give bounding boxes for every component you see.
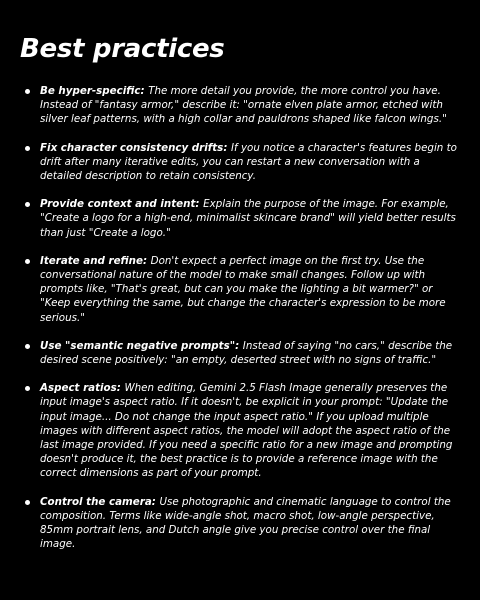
bullet-icon: [25, 202, 30, 207]
list-item-context-intent: [0, 197, 480, 240]
list-item-control-camera: [0, 495, 480, 552]
item-text: Don't expect a perfect image on the first try. Use the conversational nature of the model to make small changes. Follow up with prompts like, "That's great, but can you make the lighting a bit warmer?" or "Keep everything the same, but change the character's expression to be more serious.": [40, 254, 446, 324]
bullet-icon: [25, 259, 30, 264]
bullet-icon: [25, 146, 30, 151]
item-heading: Iterate and refine:: [40, 254, 151, 267]
item-heading: Use "semantic negative prompts":: [40, 339, 243, 352]
best-practices-list: [0, 84, 480, 565]
item-heading: Control the camera:: [40, 495, 160, 508]
list-item-aspect-ratios: [0, 381, 480, 480]
item-text: The more detail you provide, the more control you have. Instead of "fantasy armor," describe it: "ornate elven plate armor, etched with silver leaf patterns, with a high collar and pauldrons shaped like falcon wings.": [40, 85, 447, 126]
list-item-character-consistency: [0, 141, 480, 184]
item-text: If you notice a character's features begin to drift after many iterative edits, you can restart a new conversation with a detailed description to retain consistency.: [40, 141, 457, 183]
item-heading: Be hyper-specific:: [40, 85, 149, 97]
item-heading: Aspect ratios:: [40, 382, 125, 395]
bullet-icon: [25, 500, 30, 505]
bullet-icon: [25, 89, 30, 94]
list-item-hyper-specific: [0, 84, 480, 127]
item-text: Explain the purpose of the image. For example, "Create a logo for a high-end, minimalist skincare brand" will yield better results than just "Create a logo.": [40, 198, 456, 239]
item-text: Use photographic and cinematic language to control the composition. Terms like wide-angle shot, macro shot, low-angle perspective, 85mm portrait lens, and Dutch angle give you precise control over the final image.: [40, 495, 451, 551]
item-text: When editing, Gemini 2.5 Flash Image generally preserves the input image's aspect ratio. If it doesn't, be explicit in your prompt: "Update the input image... Do not change the input aspect ratio." If you upload multiple images with different aspect ratios, the model will adopt the aspect ratio of the last image provided. If you need a specific ratio for a new image and prompting doesn't produce it, the best practice is to provide a reference image with the correct dimensions as part of your prompt.: [40, 382, 453, 480]
list-item-iterate-refine: [0, 254, 480, 325]
list-item-negative-prompts: [0, 339, 480, 367]
item-text: Instead of saying "no cars," describe the desired scene positively: "an empty, deserted street with no signs of traffic.": [40, 339, 453, 367]
bullet-icon: [25, 344, 30, 349]
page-title: Best practices: [20, 34, 225, 64]
item-heading: Fix character consistency drifts:: [40, 141, 232, 154]
bullet-icon: [25, 386, 30, 391]
item-heading: Provide context and intent:: [40, 198, 204, 211]
